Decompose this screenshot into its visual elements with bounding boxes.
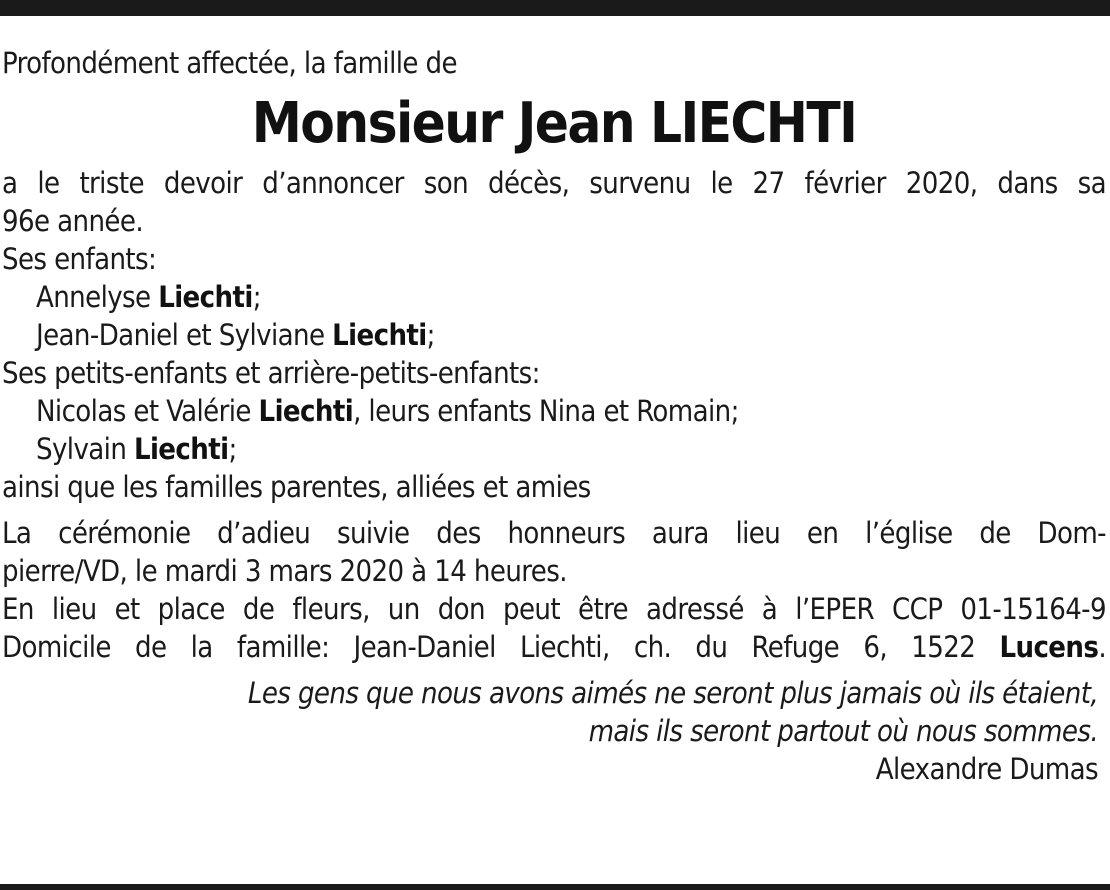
intro-text: Profondément affectée, la famille de <box>2 46 457 80</box>
surname: Liechti <box>258 394 354 428</box>
domicile-text <box>2 628 1106 666</box>
families-text: ainsi que les familles parentes, alliées et amies <box>2 470 591 504</box>
given-names: Annelyse <box>36 280 151 314</box>
bottom-border-rule <box>0 884 1110 890</box>
quote-author: Alexandre Dumas <box>875 752 1098 786</box>
surname: Liechti <box>332 318 427 352</box>
given-names: Jean-Daniel et Sylviane <box>36 318 325 352</box>
children-heading: Ses enfants: <box>2 242 157 276</box>
item-suffix: ; <box>426 318 435 352</box>
domicile-suffix: . <box>1098 630 1107 664</box>
ceremony-line-2: pierre/VD, le mardi 3 mars 2020 à 14 heures. <box>2 554 567 588</box>
ceremony-line-1: La cérémonie d’adieu suivie des honneurs aura lieu en l’église de Dom- <box>2 516 1106 550</box>
domicile-city: Lucens <box>999 630 1099 664</box>
given-names: Sylvain <box>36 432 127 466</box>
surname: Liechti <box>158 280 253 314</box>
children-item <box>2 278 1106 316</box>
given-names: Nicolas et Valérie <box>36 394 251 428</box>
obituary-notice <box>2 44 1106 788</box>
item-suffix: ; <box>252 280 261 314</box>
domicile-address: Domicile de la famille: Jean-Daniel Liechti, ch. du Refuge 6, 1522 <box>2 630 976 664</box>
announcement-line-2: 96e année. <box>2 204 143 238</box>
top-border-rule <box>0 0 1110 16</box>
deceased-name-title: Monsieur Jean LIECHTI <box>251 91 857 156</box>
surname: Liechti <box>133 432 229 466</box>
item-suffix: ; <box>228 432 237 466</box>
grandchildren-heading: Ses petits-enfants et arrière-petits-enfants: <box>2 356 540 390</box>
grandchildren-item <box>2 392 1106 430</box>
grandchildren-item <box>2 430 1106 468</box>
announcement-line-1: a le triste devoir d’annoncer son décès, survenu le 27 février 2020, dans sa <box>2 166 1106 200</box>
quote-line-2: mais ils seront partout où nous sommes. <box>588 714 1098 748</box>
quote-block <box>2 674 1106 750</box>
item-suffix: , leurs enfants Nina et Romain; <box>353 394 739 428</box>
quote-line-1: Les gens que nous avons aimés ne seront plus jamais où ils étaient, <box>247 676 1098 710</box>
children-item <box>2 316 1106 354</box>
donation-text: En lieu et place de fleurs, un don peut être adressé à l’EPER CCP 01-15164-9 <box>2 592 1106 626</box>
